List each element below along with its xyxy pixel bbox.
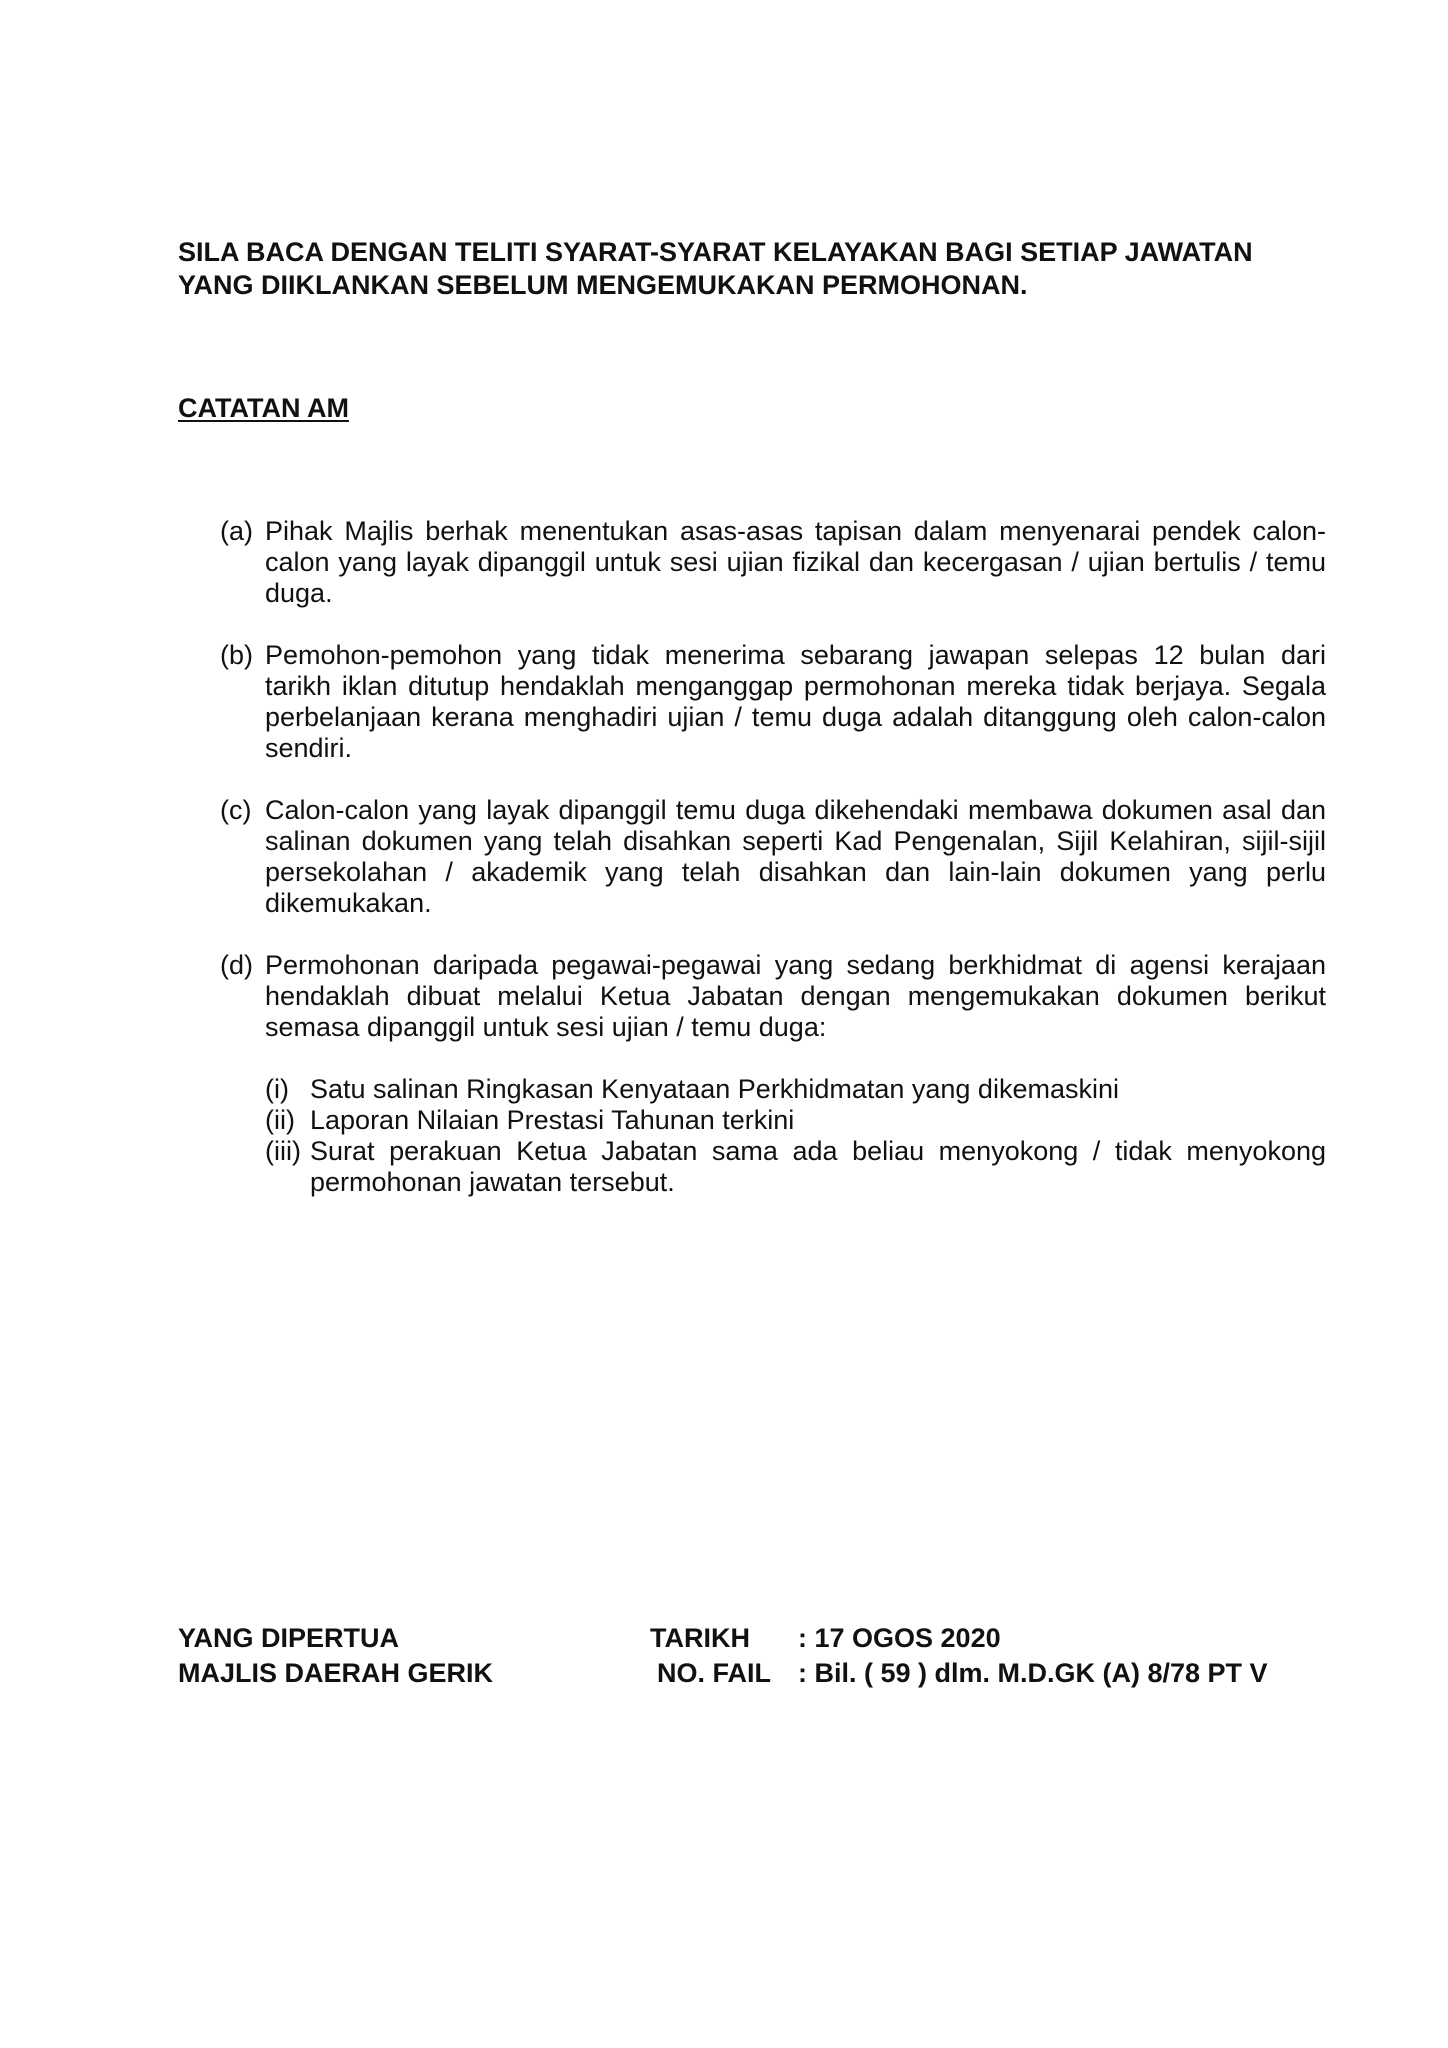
file-reference: : Bil. ( 59 ) dlm. M.D.GK (A) 8/78 PT V — [798, 1658, 1268, 1688]
footer-row-date — [178, 1621, 1328, 1656]
signature-footer — [178, 1621, 1328, 1691]
subitem-marker: (iii) — [265, 1136, 301, 1166]
note-marker: (c) — [220, 795, 252, 825]
section-heading: CATATAN AM — [178, 393, 349, 423]
note-item-d — [220, 950, 1326, 1198]
notes-list — [220, 516, 1326, 1229]
instruction-line-2: YANG DIIKLANKAN SEBELUM MENGEMUKAKAN PERMOHONAN. — [178, 270, 1028, 300]
subitems-list — [265, 1074, 1326, 1198]
footer-row-file — [178, 1656, 1328, 1691]
note-body — [265, 950, 1326, 1198]
note-item-c — [220, 795, 1326, 919]
note-text: Pemohon-pemohon yang tidak menerima sebarang jawapan selepas 12 bulan dari tarikh iklan ditutup hendaklah menganggap permohonan mereka tidak berjaya. Segala perbelanjaan kerana menghadiri ujian / temu duga adalah ditanggung oleh calon-calon sendiri. — [265, 640, 1326, 763]
note-text: Permohonan daripada pegawai-pegawai yang sedang berkhidmat di agensi kerajaan hendaklah dibuat melalui Ketua Jabatan dengan mengemukakan dokumen berikut semasa dipanggil untuk sesi ujian / temu duga: — [265, 950, 1326, 1042]
date-value: : 17 OGOS 2020 — [798, 1623, 1001, 1653]
subitem-marker: (i) — [265, 1074, 289, 1104]
note-marker: (d) — [220, 950, 253, 980]
date-label: TARIKH — [650, 1623, 750, 1653]
note-item-b — [220, 640, 1326, 764]
instruction-line-1: SILA BACA DENGAN TELITI SYARAT-SYARAT KELAYAKAN BAGI SETIAP JAWATAN — [178, 237, 1253, 267]
note-text: Pihak Majlis berhak menentukan asas-asas tapisan dalam menyenarai pendek calon-calon yang layak dipanggil untuk sesi ujian fizikal dan kecergasan / ujian bertulis / temu duga. — [265, 516, 1326, 608]
note-item-a — [220, 516, 1326, 609]
subitem-i — [265, 1074, 1326, 1105]
note-text: Calon-calon yang layak dipanggil temu duga dikehendaki membawa dokumen asal dan salinan dokumen yang telah disahkan seperti Kad Pengenalan, Sijil Kelahiran, sijil-sijil persekolahan / akademik yang telah disahkan dan lain-lain dokumen yang perlu dikemukakan. — [265, 795, 1326, 918]
signatory-org: MAJLIS DAERAH GERIK — [178, 1658, 494, 1688]
subitem-text: Surat perakuan Ketua Jabatan sama ada beliau menyokong / tidak menyokong permohonan jawatan tersebut. — [310, 1136, 1326, 1197]
subitem-marker: (ii) — [265, 1105, 295, 1135]
instruction-notice — [178, 236, 1328, 302]
note-marker: (a) — [220, 516, 253, 546]
signatory-title: YANG DIPERTUA — [178, 1623, 400, 1653]
subitem-text: Satu salinan Ringkasan Kenyataan Perkhidmatan yang dikemaskini — [310, 1074, 1119, 1104]
subitem-text: Laporan Nilaian Prestasi Tahunan terkini — [310, 1105, 795, 1135]
note-marker: (b) — [220, 640, 253, 670]
subitem-ii — [265, 1105, 1326, 1136]
subitem-iii — [265, 1136, 1326, 1198]
file-label: NO. FAIL — [657, 1658, 771, 1688]
